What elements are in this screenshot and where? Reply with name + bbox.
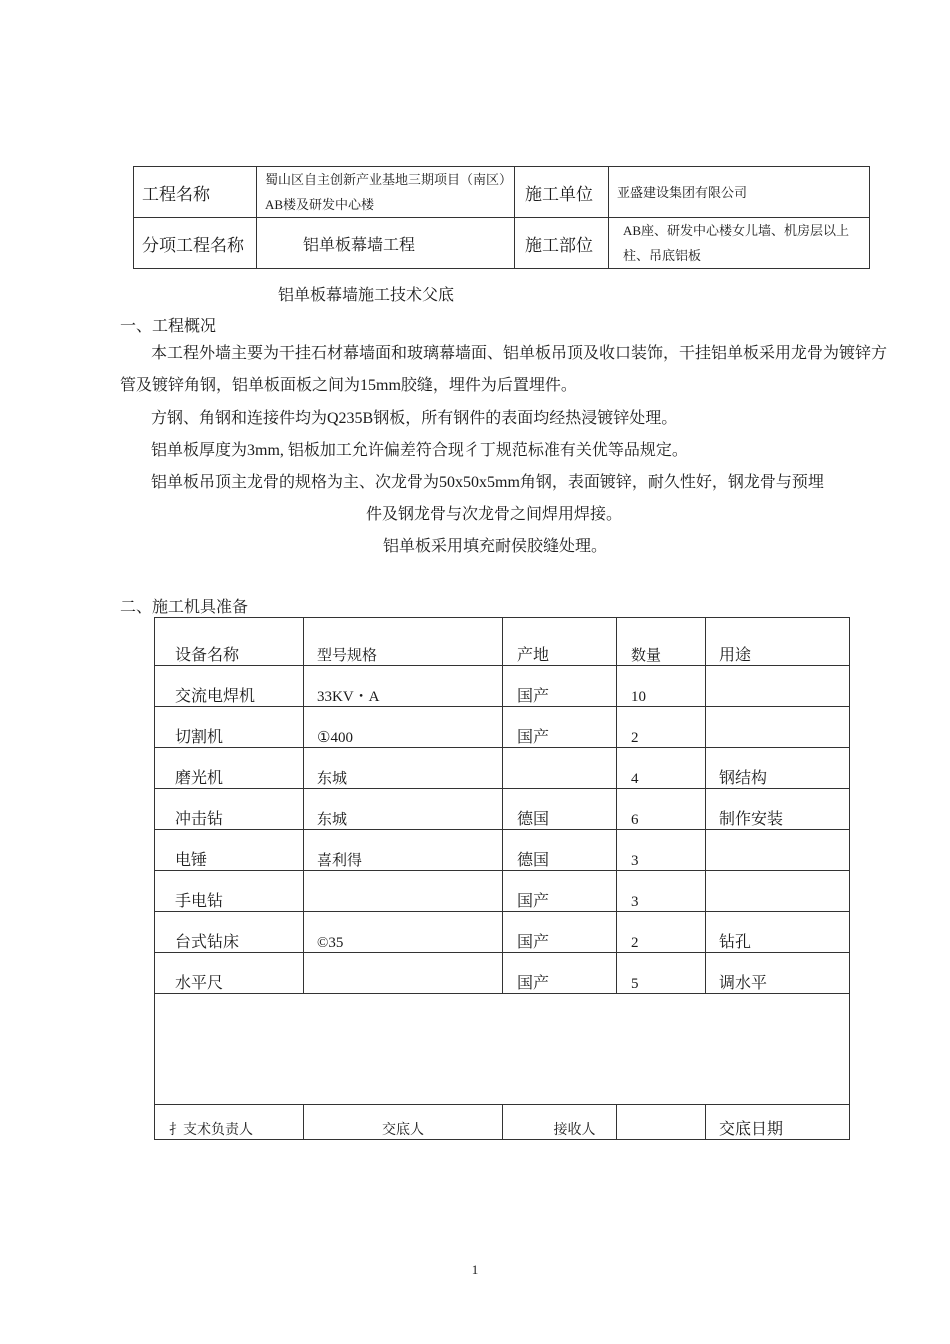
overview-paragraph-3: 铝单板厚度为3mm, 铝板加工允许偏差符合现彳丁规范标准有关优等品规定。	[151, 442, 688, 459]
project-info-table	[133, 166, 870, 269]
equipment-model	[304, 953, 503, 994]
equipment-name: 冲击钻	[155, 789, 304, 830]
equipment-name: 交流电焊机	[155, 666, 304, 707]
table-row	[155, 707, 850, 748]
subproject-name-value: 铝单板幕墙工程	[257, 218, 515, 269]
equipment-model: ①400	[304, 707, 503, 748]
overview-paragraph-2: 方钢、角钢和连接件均为Q235B钢板，所有钢件的表面均经热浸镀锌处理。	[151, 410, 678, 427]
equipment-quantity: 6	[617, 789, 706, 830]
table-row	[155, 789, 850, 830]
equipment-origin	[503, 748, 617, 789]
equipment-purpose	[706, 871, 850, 912]
column-header: 数量	[617, 618, 706, 666]
equipment-model: 东城	[304, 789, 503, 830]
equipment-origin: 国产	[503, 953, 617, 994]
presenter-label: 交底人	[304, 1105, 503, 1140]
equipment-model: 东城	[304, 748, 503, 789]
equipment-model	[304, 871, 503, 912]
equipment-quantity: 3	[617, 830, 706, 871]
equipment-origin: 国产	[503, 666, 617, 707]
contractor-value: 亚盛建设集团有限公司	[609, 167, 870, 218]
equipment-purpose: 钢结构	[706, 748, 850, 789]
equipment-purpose: 调水平	[706, 953, 850, 994]
column-header: 设备名称	[155, 618, 304, 666]
project-name-label: 工程名称	[134, 167, 257, 218]
column-header: 产地	[503, 618, 617, 666]
equipment-header-row	[155, 618, 850, 666]
contractor-label: 施工单位	[515, 167, 609, 218]
overview-paragraph-6: 铝单板采用填充耐侯胶缝处理。	[383, 538, 608, 555]
construction-location-value: AB座、研发中心楼女儿墙、机房层以上柱、吊底铝板	[609, 218, 870, 269]
equipment-quantity: 2	[617, 912, 706, 953]
column-header: 型号规格	[304, 618, 503, 666]
overview-paragraph-4: 铝单板吊顶主龙骨的规格为主、次龙骨为50x50x5mm角钢，表面镀锌，耐久性好，钢龙骨与预埋	[151, 474, 824, 491]
table-row	[155, 666, 850, 707]
equipment-quantity: 2	[617, 707, 706, 748]
section-1-heading: 一、工程概况	[120, 318, 217, 335]
table-row	[155, 912, 850, 953]
equipment-model: ©35	[304, 912, 503, 953]
equipment-purpose: 制作安装	[706, 789, 850, 830]
equipment-purpose: 钻孔	[706, 912, 850, 953]
signature-row	[155, 1105, 850, 1140]
equipment-name: 手电钻	[155, 871, 304, 912]
equipment-purpose	[706, 830, 850, 871]
tech-lead-label: 扌支术负责人	[155, 1105, 304, 1140]
equipment-name: 磨光机	[155, 748, 304, 789]
equipment-name: 切割机	[155, 707, 304, 748]
equipment-quantity: 4	[617, 748, 706, 789]
overview-paragraph-5: 件及钢龙骨与次龙骨之间焊用焊接。	[366, 506, 623, 523]
document-title: 铝单板幕墙施工技术父底	[278, 287, 455, 304]
equipment-origin: 德国	[503, 789, 617, 830]
equipment-origin: 国产	[503, 912, 617, 953]
date-label: 交底日期	[706, 1105, 850, 1140]
equipment-name: 台式钻床	[155, 912, 304, 953]
table-row	[155, 748, 850, 789]
equipment-quantity: 5	[617, 953, 706, 994]
table-row	[155, 953, 850, 994]
receiver-label: 接收人	[503, 1105, 617, 1140]
equipment-origin: 国产	[503, 871, 617, 912]
equipment-table	[154, 617, 850, 1140]
equipment-origin: 国产	[503, 707, 617, 748]
construction-location-label: 施工部位	[515, 218, 609, 269]
column-header: 用途	[706, 618, 850, 666]
info-row-subproject	[134, 218, 870, 269]
blank-row	[155, 994, 850, 1105]
equipment-quantity: 10	[617, 666, 706, 707]
equipment-model: 喜利得	[304, 830, 503, 871]
page-number: 1	[471, 1262, 479, 1277]
equipment-purpose	[706, 707, 850, 748]
table-row	[155, 830, 850, 871]
section-2-heading: 二、施工机具准备	[120, 599, 249, 616]
equipment-name: 电锤	[155, 830, 304, 871]
equipment-quantity: 3	[617, 871, 706, 912]
project-name-value: 蜀山区自主创新产业基地三期项目（南区）AB楼及研发中心楼	[257, 167, 515, 218]
blank-cell	[155, 994, 850, 1105]
subproject-name-label: 分项工程名称	[134, 218, 257, 269]
receiver-signature-cell	[617, 1105, 706, 1140]
equipment-origin: 德国	[503, 830, 617, 871]
overview-paragraph-1: 本工程外墙主要为干挂石材幕墙面和玻璃幕墙面、铝单板吊顶及收口装饰，干挂铝单板采用龙骨为镀锌方管及镀锌角钢，铝单板面板之间为15mm胶缝，埋件为后置埋件。	[120, 345, 888, 394]
equipment-purpose	[706, 666, 850, 707]
equipment-model: 33KV・A	[304, 666, 503, 707]
info-row-project	[134, 167, 870, 218]
equipment-name: 水平尺	[155, 953, 304, 994]
table-row	[155, 871, 850, 912]
